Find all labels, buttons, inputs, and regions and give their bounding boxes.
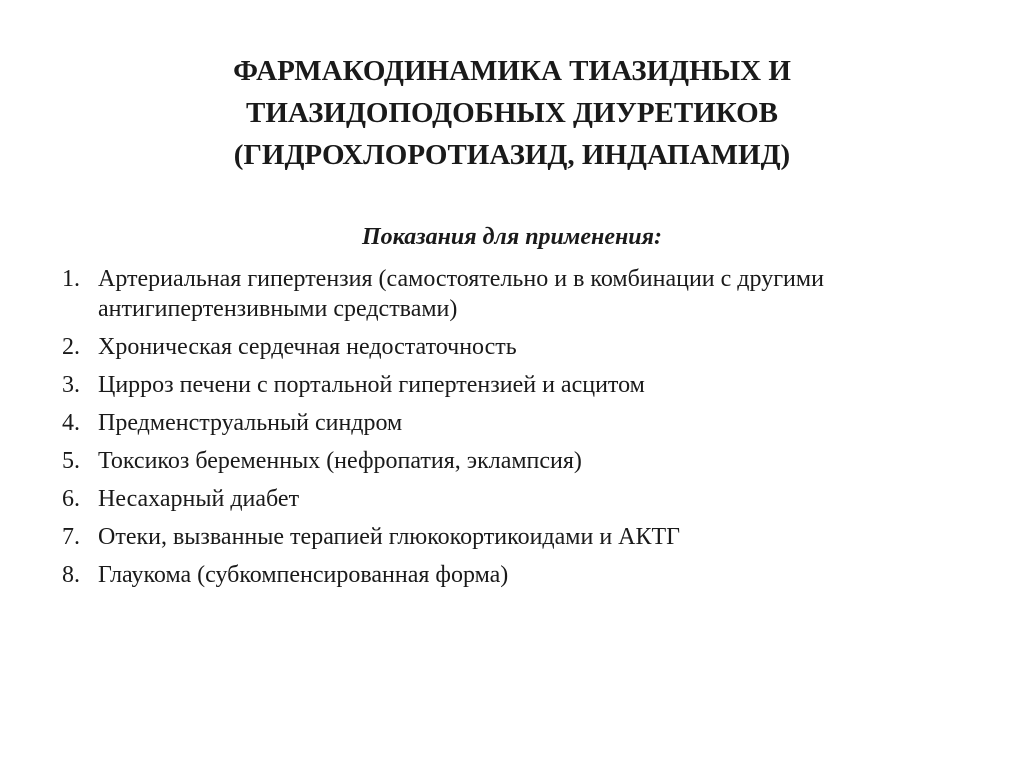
list-item — [62, 264, 992, 324]
title-line-1: ФАРМАКОДИНАМИКА ТИАЗИДНЫХ И — [233, 55, 791, 87]
list-item — [62, 408, 992, 438]
list-item-number: 1. — [62, 266, 80, 292]
list-item-number: 5. — [62, 448, 80, 474]
list-item-text: Токсикоз беременных (нефропатия, эклампсия) — [98, 448, 582, 474]
list-item — [62, 484, 992, 514]
list-item — [62, 446, 992, 476]
list-item-number: 7. — [62, 524, 80, 550]
list-item-text: Цирроз печени с портальной гипертензией и асцитом — [98, 372, 645, 398]
list-item-text: Несахарный диабет — [98, 486, 300, 512]
title-line-2: ТИАЗИДОПОДОБНЫХ ДИУРЕТИКОВ — [245, 97, 779, 129]
indications-list — [62, 264, 992, 598]
list-item-text: Отеки, вызванные терапией глюкокортикоидами и АКТГ — [98, 524, 681, 550]
list-item-number: 4. — [62, 410, 80, 436]
indications-heading: Показания для применения: — [361, 224, 662, 250]
list-item-number: 6. — [62, 486, 80, 512]
slide-title — [90, 50, 934, 176]
list-item-number: 2. — [62, 334, 80, 360]
list-item — [62, 560, 992, 590]
list-item-number: 8. — [62, 562, 80, 588]
title-line-3: (ГИДРОХЛОРОТИАЗИД, ИНДАПАМИД) — [233, 139, 791, 171]
list-item — [62, 522, 992, 552]
list-item-number: 3. — [62, 372, 80, 398]
list-item-text: Артериальная гипертензия (самостоятельно и в комбинации с другими антигипертензивными средствами) — [98, 266, 824, 322]
list-item-text: Предменструальный синдром — [98, 410, 403, 436]
list-item-text: Хроническая сердечная недостаточность — [98, 334, 517, 360]
list-item — [62, 370, 992, 400]
list-item-text: Глаукома (субкомпенсированная форма) — [98, 562, 509, 588]
list-item — [62, 332, 992, 362]
